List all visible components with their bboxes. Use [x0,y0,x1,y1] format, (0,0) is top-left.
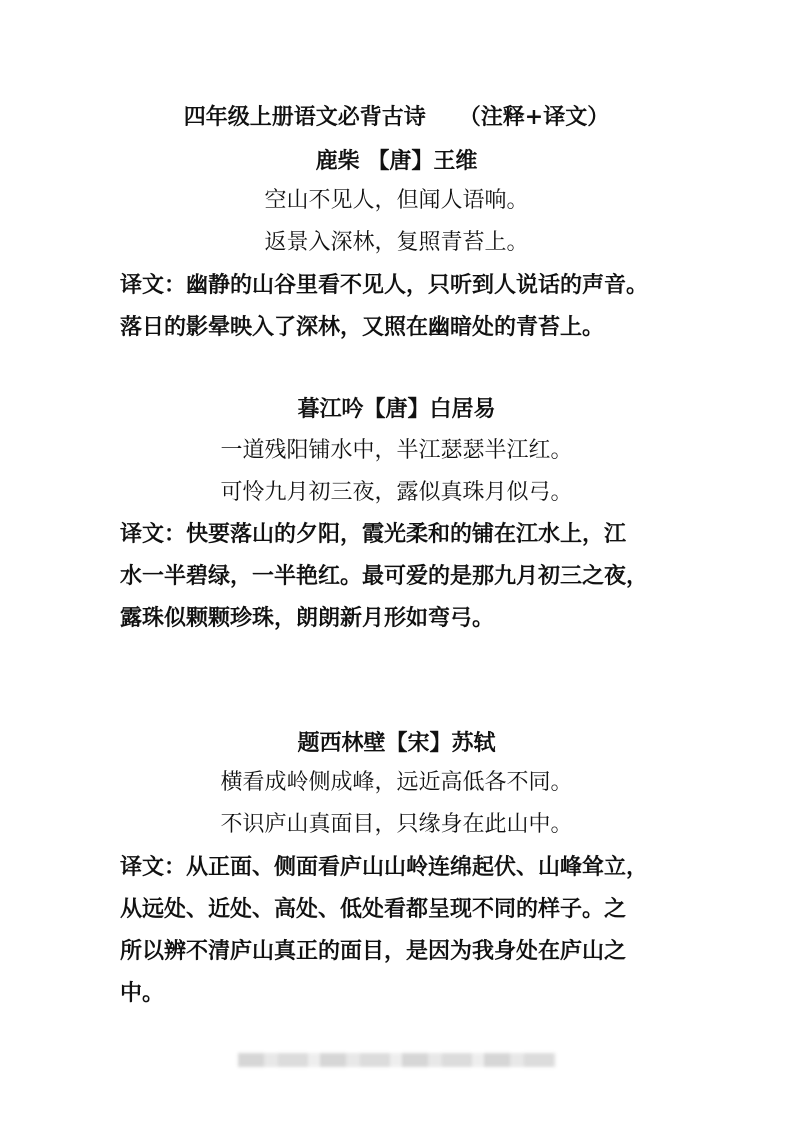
poem-line: 空山不见人，但闻人语响。 [264,188,529,213]
translation-line: 落日的影晕映入了深林，又照在幽暗处的青苔上。 [120,314,605,340]
blurred-footer-watermark [238,1053,556,1067]
translation-line: 中。 [120,980,165,1006]
poem-line: 返景入深林，复照青苔上。 [264,230,529,255]
document-title: 四年级上册语文必背古诗 （注释+译文） [183,104,610,130]
translation-line: 水一半碧绿，一半艳红。最可爱的是那九月初三之夜， [120,563,649,589]
translation-line: 译文：幽静的山谷里看不见人，只听到人说话的声音。 [120,272,649,298]
translation-line: 所以辨不清庐山真正的面目，是因为我身处在庐山之 [120,938,627,964]
translation-line: 从远处、近处、高处、低处看都呈现不同的样子。之 [120,896,627,922]
translation-line: 译文：快要落山的夕阳，霞光柔和的铺在江水上，江 [120,521,627,547]
translation-line: 露珠似颗颗珍珠，朗朗新月形如弯弓。 [120,605,495,631]
poem-title: 暮江吟【唐】白居易 [297,396,496,422]
poem-line: 横看成岭侧成峰，远近高低各不同。 [220,770,573,795]
translation-line: 译文：从正面、侧面看庐山山岭连绵起伏、山峰耸立， [120,854,649,880]
poem-line: 可怜九月初三夜，露似真珠月似弓。 [220,480,573,505]
poem-title: 鹿柴 【唐】王维 [315,148,478,174]
poem-title: 题西林壁【宋】苏轼 [297,730,496,756]
poem-line: 不识庐山真面目，只缘身在此山中。 [220,812,573,837]
poem-line: 一道残阳铺水中，半江瑟瑟半江红。 [220,438,573,463]
